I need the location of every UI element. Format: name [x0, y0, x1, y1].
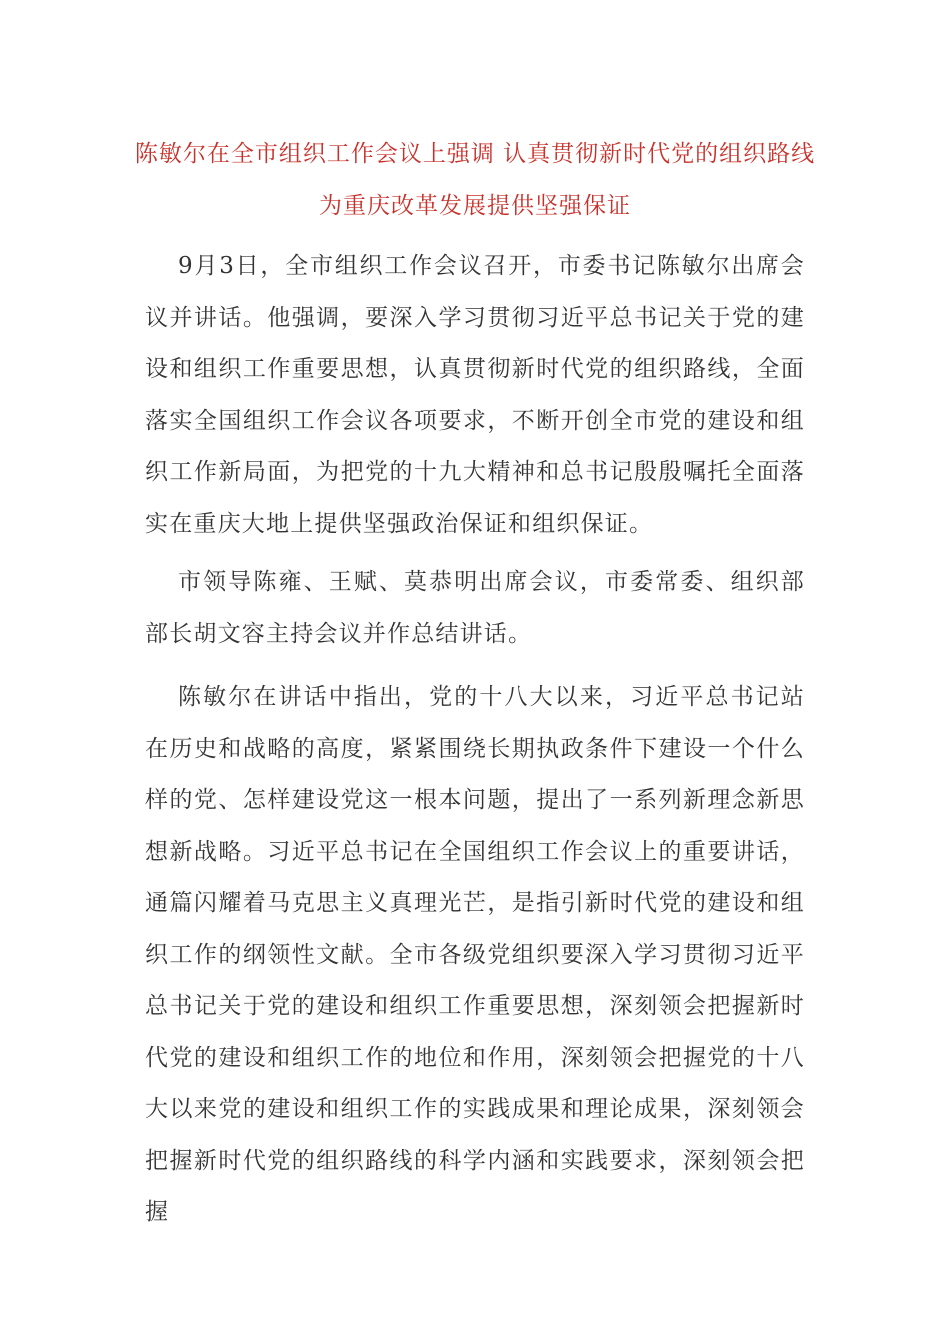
article-title: 陈敏尔在全市组织工作会议上强调 认真贯彻新时代党的组织路线 为重庆改革发展提供坚强保证: [134, 141, 816, 219]
paragraph-2: 市领导陈雍、王赋、莫恭明出席会议，市委常委、组织部部长胡文容主持会议并作总结讲话。: [145, 569, 805, 647]
paragraph-3: 陈敏尔在讲话中指出，党的十八大以来，习近平总书记站在历史和战略的高度，紧紧围绕长期执政条件下建设一个什么样的党、怎样建设党这一根本问题，提出了一系列新理念新思想新战略。习近平总书记在全国组织工作会议上的重要讲话，通篇闪耀着马克思主义真理光芒，是指引新时代党的建设和组织工作的纲领性文献。全市各级党组织要深入学习贯彻习近平总书记关于党的建设和组织工作重要思想，深刻领会把握新时代党的建设和组织工作的地位和作用，深刻领会把握党的十八大以来党的建设和组织工作的实践成果和理论成果，深刻领会把握新时代党的组织路线的科学内涵和实践要求，深刻领会把握: [145, 684, 805, 1225]
paragraph-1: 9月3日，全市组织工作会议召开，市委书记陈敏尔出席会议并讲话。他强调，要深入学习贯彻习近平总书记关于党的建设和组织工作重要思想，认真贯彻新时代党的组织路线，全面落实全国组织工作会议各项要求，不断开创全市党的建设和组织工作新局面，为把党的十九大精神和总书记殷殷嘱托全面落实在重庆大地上提供坚强政治保证和组织保证。: [145, 253, 805, 537]
